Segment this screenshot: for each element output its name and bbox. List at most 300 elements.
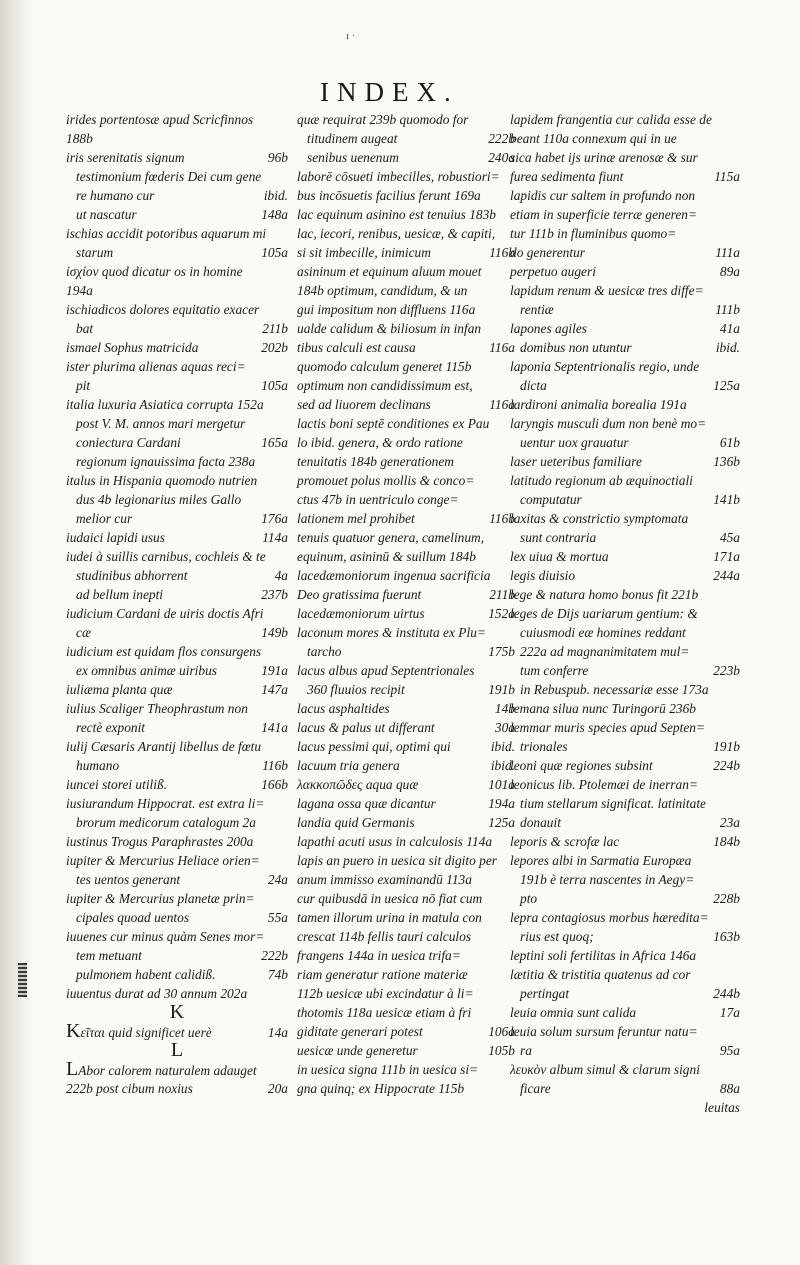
index-entry-line <box>66 129 288 148</box>
index-entry-line <box>510 870 740 889</box>
index-entry-line <box>510 243 740 262</box>
index-entry-line <box>66 110 288 129</box>
page-reference: 105a <box>261 378 288 393</box>
index-entry-line <box>510 452 740 471</box>
index-entry-line <box>297 167 515 186</box>
page-reference: 116a <box>489 397 515 412</box>
entry-text: ad bellum inepti <box>76 587 164 602</box>
entry-text: tur 111b in fluminibus quomo= <box>510 226 677 241</box>
page-reference: 222b <box>261 948 288 963</box>
page-reference: 111a <box>715 245 740 260</box>
index-entry-line <box>510 414 740 433</box>
entry-text: lemana silua nunc Turingorū 236b <box>510 701 696 716</box>
page-reference: 105a <box>261 245 288 260</box>
entry-text: equinum, asininū & suillum 184b <box>297 549 476 564</box>
entry-text: lac, iecori, renibus, uesicæ, & capiti, <box>297 226 496 241</box>
entry-text: beant 110a connexum qui in ue <box>510 131 677 146</box>
page-reference: 191b <box>713 739 740 754</box>
entry-text: pit <box>76 378 91 393</box>
index-entry-line <box>510 186 740 205</box>
entry-text: laxitas & constrictio symptomata <box>510 511 689 526</box>
entry-text: lapis an puero in uesica sit digito per <box>297 853 497 868</box>
index-entry-line <box>510 585 740 604</box>
index-entry-line <box>297 528 515 547</box>
index-entry-line <box>297 927 515 946</box>
entry-text: promouet polus mollis & conco= <box>297 473 475 488</box>
index-entry-line <box>66 395 288 414</box>
entry-text: giditate generari potest <box>297 1024 423 1039</box>
page-reference: 96b <box>267 150 288 165</box>
index-entry-line <box>297 984 515 1003</box>
entry-text: iuncei storei utiliß. <box>66 777 168 792</box>
entry-text: gui impositum non diffluens 116a <box>297 302 476 317</box>
entry-text: cur quibusdā in uesica nō fiat cum <box>297 891 483 906</box>
index-entry-line <box>510 1041 740 1060</box>
index-entry-line <box>297 148 515 167</box>
entry-text: rentiæ <box>520 302 554 317</box>
index-entry-line <box>66 851 288 870</box>
entry-text: uesicæ unde generetur <box>297 1043 418 1058</box>
entry-text: bus incōsuetis facilius ferunt 169a <box>297 188 481 203</box>
index-entry-line <box>510 908 740 927</box>
entry-text: furea sedimenta fiunt <box>510 169 624 184</box>
index-entry-line <box>510 357 740 376</box>
page-reference: 30a <box>494 720 515 735</box>
entry-text: iris serenitatis signum <box>66 150 185 165</box>
entry-text: leptini soli fertilitas in Africa 146a <box>510 948 697 963</box>
index-entry-line <box>510 167 740 186</box>
entry-text: anum immisso examinandū 113a <box>297 872 472 887</box>
entry-text: frangens 144a in uesica trifa= <box>297 948 461 963</box>
index-entry-line <box>297 186 515 205</box>
entry-text: irides portentosæ apud Scricfinnos <box>66 112 254 127</box>
entry-text: titudinem augeat <box>307 131 398 146</box>
page-reference: 125a <box>713 378 740 393</box>
entry-text: tenuitatis 184b generationem <box>297 454 454 469</box>
index-entry-line <box>510 110 740 129</box>
entry-text: lationem mel prohibet <box>297 511 415 526</box>
page-reference: 61b <box>719 435 740 450</box>
index-entry-line <box>66 319 288 338</box>
page-reference: 176a <box>261 511 288 526</box>
page-reference: 23a <box>719 815 740 830</box>
index-entry-line <box>297 1079 515 1098</box>
entry-text: Κεῖται quid significet uerè <box>66 1020 212 1042</box>
page-reference: 136b <box>713 454 740 469</box>
index-entry-line <box>297 585 515 604</box>
index-entry-line <box>66 585 288 604</box>
entry-text: lapidum renum & uesicæ tres diffe= <box>510 283 704 298</box>
index-entry-line <box>297 338 515 357</box>
index-entry-line <box>510 775 740 794</box>
entry-text: lapones agiles <box>510 321 587 336</box>
page-reference: 74b <box>267 967 288 982</box>
index-entry-line <box>297 129 515 148</box>
index-entry-line <box>510 433 740 452</box>
index-entry-line <box>510 946 740 965</box>
entry-text: λευκὸν album simul & clarum signi <box>510 1062 700 1077</box>
index-entry-line <box>66 604 288 623</box>
entry-text: in Rebuspub. necessariæ esse 173a <box>520 682 709 697</box>
entry-text: melior cur <box>76 511 133 526</box>
entry-text: asininum et equinum aluum mouet <box>297 264 482 279</box>
index-entry-line <box>66 1060 288 1079</box>
entry-text: leges de Dijs uariarum gentium: & <box>510 606 698 621</box>
index-entry-line <box>510 509 740 528</box>
index-entry-line <box>297 604 515 623</box>
index-entry-line <box>66 946 288 965</box>
page-reference: 166b <box>261 777 288 792</box>
page-reference: 45a <box>719 530 740 545</box>
index-entry-line <box>510 623 740 642</box>
page-reference: 163b <box>713 929 740 944</box>
entry-text: quomodo calculum generet 115b <box>297 359 472 374</box>
entry-text: lepra contagiosus morbus hæredita= <box>510 910 709 925</box>
entry-text: laser ueteribus familiare <box>510 454 642 469</box>
index-entry-line <box>297 1060 515 1079</box>
index-entry-line <box>510 376 740 395</box>
entry-text: LAbor calorem naturalem adauget <box>66 1058 257 1080</box>
index-entry-line <box>297 737 515 756</box>
index-entry-line <box>297 319 515 338</box>
page-reference: 111b <box>715 302 740 317</box>
index-entry-line <box>297 889 515 908</box>
index-entry-line <box>297 357 515 376</box>
entry-text: coniectura Cardani <box>76 435 181 450</box>
entry-text: crescat 114b fellis tauri calculos <box>297 929 472 944</box>
entry-text: sed ad liuorem declinans <box>297 397 431 412</box>
entry-text: tem metuant <box>76 948 142 963</box>
entry-text: riam generatur ratione materiæ <box>297 967 468 982</box>
index-entry-line <box>66 870 288 889</box>
index-entry-line <box>510 528 740 547</box>
page-reference: 202b <box>261 340 288 355</box>
entry-text: iupiter & Mercurius planetæ prin= <box>66 891 255 906</box>
page-reference: 105b <box>488 1043 515 1058</box>
index-entry-line <box>297 547 515 566</box>
entry-text: brorum medicorum catalogum 2a <box>76 815 256 830</box>
entry-text: lapidem frangentia cur calida esse de <box>510 112 712 127</box>
entry-text: L <box>170 1039 184 1061</box>
page-reference: 41a <box>719 321 740 336</box>
index-entry-line <box>66 205 288 224</box>
index-entry-line <box>66 224 288 243</box>
entry-text: leporis & scrofæ lac <box>510 834 620 849</box>
index-entry-line <box>510 338 740 357</box>
entry-text: cuiusmodi eæ homines reddant <box>520 625 686 640</box>
index-entry-line <box>510 148 740 167</box>
index-entry-line <box>297 471 515 490</box>
entry-text: testimonium fœderis Dei cum gene <box>76 169 262 184</box>
index-entry-line <box>510 680 740 699</box>
entry-text: iudaici lapidi usus <box>66 530 165 545</box>
entry-text: lacus albus apud Septentrionales <box>297 663 475 678</box>
entry-text: 184b optimum, candidum, & un <box>297 283 468 298</box>
entry-text: quæ requirat 239b quomodo for <box>297 112 469 127</box>
index-entry-line <box>297 224 515 243</box>
page-reference: 89a <box>719 264 740 279</box>
index-entry-line <box>66 376 288 395</box>
page-reference: 88a <box>719 1081 740 1096</box>
index-entry-line <box>510 756 740 775</box>
entry-text: uentur uox grauatur <box>520 435 629 450</box>
page-reference: 20a <box>267 1081 288 1096</box>
entry-text: pertingat <box>520 986 570 1001</box>
page-reference: 222b <box>488 131 515 146</box>
entry-text: tum conferre <box>520 663 589 678</box>
index-entry-line <box>297 490 515 509</box>
index-entry-line <box>297 832 515 851</box>
entry-text: lacuum tria genera <box>297 758 400 773</box>
entry-text: 360 fluuios recipit <box>307 682 405 697</box>
entry-text: si sit imbecille, inimicum <box>297 245 431 260</box>
index-entry-line <box>297 262 515 281</box>
index-entry-line <box>510 699 740 718</box>
index-entry-line <box>66 566 288 585</box>
page-reference: 95a <box>719 1043 740 1058</box>
index-entry-line <box>66 642 288 661</box>
entry-text: lapathi acuti usus in calculosis 114a <box>297 834 493 849</box>
index-entry-line <box>297 243 515 262</box>
index-entry-line <box>66 756 288 775</box>
entry-text: lætitia & tristitia quatenus ad cor <box>510 967 691 982</box>
entry-text: lac equinum asinino est tenuius 183b <box>297 207 496 222</box>
index-entry-line <box>297 965 515 984</box>
index-entry-line <box>510 205 740 224</box>
index-entry-line <box>297 414 515 433</box>
entry-text: 191b è terra nascentes in Aegy= <box>520 872 695 887</box>
entry-text: iuliæma planta quæ <box>66 682 173 697</box>
page-reference: 116b <box>262 758 288 773</box>
entry-text: iulij Cæsaris Arantij libellus de fœtu <box>66 739 262 754</box>
index-entry-line <box>297 1041 515 1060</box>
entry-text: ismael Sophus matricida <box>66 340 199 355</box>
page-reference: 101a <box>488 777 515 792</box>
entry-text: leoni quæ regiones subsint <box>510 758 653 773</box>
index-entry-line <box>66 623 288 642</box>
entry-text: post V. M. annos mari mergetur <box>76 416 246 431</box>
entry-text: legis diuisio <box>510 568 576 583</box>
index-entry-line <box>66 167 288 186</box>
index-entry-line <box>297 376 515 395</box>
entry-text: optimum non candidissimum est, <box>297 378 473 393</box>
entry-text: bat <box>76 321 94 336</box>
index-entry-line <box>297 680 515 699</box>
page-reference: 237b <box>261 587 288 602</box>
entry-text: 194a <box>66 283 93 298</box>
page-reference: 171a <box>713 549 740 564</box>
index-entry-line <box>510 642 740 661</box>
index-entry-line <box>66 262 288 281</box>
index-entry-line <box>66 832 288 851</box>
index-entry-line <box>297 794 515 813</box>
entry-text: ister plurima alienas aquas reci= <box>66 359 246 374</box>
index-entry-line <box>510 984 740 1003</box>
page-reference: 148a <box>261 207 288 222</box>
entry-text: iudicium est quidam flos consurgens <box>66 644 262 659</box>
index-entry-line <box>66 243 288 262</box>
entry-text: iuuentus durat ad 30 annum 202a <box>66 986 248 1001</box>
index-entry-line <box>66 452 288 471</box>
index-entry-line <box>510 1022 740 1041</box>
page-reference: 184b <box>713 834 740 849</box>
page-reference: 55a <box>267 910 288 925</box>
entry-text: starum <box>76 245 114 260</box>
index-entry-line <box>66 547 288 566</box>
index-entry-line <box>510 832 740 851</box>
page-reference: 244a <box>713 568 740 583</box>
entry-text: lacus asphaltides <box>297 701 390 716</box>
entry-text: regionum ignauissima facta 238a <box>76 454 256 469</box>
entry-text: leuia solum sursum feruntur natu= <box>510 1024 698 1039</box>
index-entry-line <box>297 566 515 585</box>
index-entry-line <box>297 205 515 224</box>
index-entry-line <box>297 395 515 414</box>
entry-text: ficare <box>520 1081 551 1096</box>
entry-text: perpetuo augeri <box>510 264 596 279</box>
entry-text: ischiadicos dolores equitatio exacer <box>66 302 260 317</box>
page-reference: 223b <box>713 663 740 678</box>
index-entry-line <box>66 1079 288 1098</box>
page-reference: 141a <box>261 720 288 735</box>
index-entry-line <box>66 718 288 737</box>
page-reference: 191b <box>488 682 515 697</box>
entry-text: lepores albi in Sarmatia Europæa <box>510 853 692 868</box>
entry-text: lagana ossa quæ dicantur <box>297 796 436 811</box>
entry-text: do generentur <box>510 245 585 260</box>
entry-text: iulius Scaliger Theophrastum non <box>66 701 248 716</box>
index-entry-line <box>297 870 515 889</box>
entry-text: cipales quoad uentos <box>76 910 190 925</box>
index-entry-line <box>510 490 740 509</box>
index-entry-line <box>510 737 740 756</box>
entry-text: domibus non utuntur <box>520 340 632 355</box>
entry-text: re humano cur <box>76 188 155 203</box>
index-entry-line <box>510 281 740 300</box>
page-reference: 116b <box>489 511 515 526</box>
index-entry-line <box>510 547 740 566</box>
page-reference: ibid. <box>490 758 515 773</box>
index-entry-line <box>297 300 515 319</box>
index-entry-line <box>510 395 740 414</box>
entry-text: iudicium Cardani de uiris doctis Afri <box>66 606 264 621</box>
index-entry-line <box>510 262 740 281</box>
page-reference: ibid. <box>490 739 515 754</box>
index-entry-line <box>510 129 740 148</box>
index-entry-line <box>510 851 740 870</box>
index-entry-line <box>66 281 288 300</box>
entry-text: studinibus abhorrent <box>76 568 188 583</box>
page-reference: 147a <box>261 682 288 697</box>
entry-text: K <box>169 1001 185 1023</box>
index-entry-line <box>510 1003 740 1022</box>
index-entry-line <box>297 908 515 927</box>
entry-text: leuia omnia sunt calida <box>510 1005 637 1020</box>
entry-text: tes uentos generant <box>76 872 181 887</box>
page-reference: ibid. <box>263 188 288 203</box>
entry-text: lemmar muris species apud Septen= <box>510 720 705 735</box>
entry-text: tium stellarum significat. latinitate <box>520 796 706 811</box>
index-entry-line <box>66 889 288 908</box>
index-entry-line <box>297 281 515 300</box>
page-reference: 240a <box>488 150 515 165</box>
index-entry-line <box>297 433 515 452</box>
entry-text: tenuis quatuor genera, camelinum, <box>297 530 485 545</box>
entry-text: 112b uesicæ ubi excindatur à li= <box>297 986 474 1001</box>
index-entry-line <box>510 300 740 319</box>
index-entry-line <box>510 471 740 490</box>
entry-text: donauit <box>520 815 561 830</box>
entry-text: dus 4b legionarius miles Gallo <box>76 492 242 507</box>
index-entry-line <box>66 509 288 528</box>
page-reference: 224b <box>713 758 740 773</box>
page-gutter-shadow <box>0 0 34 1265</box>
entry-text: Deo gratissima fuerunt <box>297 587 422 602</box>
index-entry-line <box>66 186 288 205</box>
index-entry-line <box>510 718 740 737</box>
entry-text: sica habet ijs urinæ arenosæ & sur <box>510 150 698 165</box>
entry-text: lactis boni septē conditiones ex Pau <box>297 416 490 431</box>
entry-text: in uesica signa 111b in uesica si= <box>297 1062 479 1077</box>
entry-text: lex uiua & mortua <box>510 549 609 564</box>
index-entry-line <box>66 775 288 794</box>
page-reference: 17a <box>719 1005 740 1020</box>
entry-text: laryngis musculi dum non benè mo= <box>510 416 707 431</box>
page-reference: 244b <box>713 986 740 1001</box>
section-letter <box>66 1041 288 1060</box>
index-entry-line <box>66 680 288 699</box>
entry-text: λακκοπῶδες aqua quæ <box>297 777 419 792</box>
entry-text: thotomis 118a uesicæ etiam à fri <box>297 1005 472 1020</box>
index-entry-line <box>66 699 288 718</box>
index-entry-line <box>66 794 288 813</box>
index-entry-line <box>510 661 740 680</box>
index-column-2 <box>297 110 515 1098</box>
catchword <box>510 1098 740 1117</box>
index-entry-line <box>297 452 515 471</box>
page-title: INDEX. <box>320 77 459 107</box>
section-letter <box>66 1003 288 1022</box>
page-reference: 116a <box>489 340 515 355</box>
entry-text: latitudo regionum ab æquinoctiali <box>510 473 693 488</box>
entry-text: lacus pessimi qui, optimi qui <box>297 739 451 754</box>
index-entry-line <box>66 528 288 547</box>
index-entry-line <box>66 490 288 509</box>
page-reference: 24a <box>267 872 288 887</box>
index-entry-line <box>297 813 515 832</box>
index-entry-line <box>66 357 288 376</box>
entry-text: etiam in superficie terræ generen= <box>510 207 698 222</box>
entry-text: trionales <box>520 739 568 754</box>
entry-text: ischias accidit potoribus aquarum mi <box>66 226 267 241</box>
margin-stain <box>18 963 27 997</box>
index-entry-line <box>510 927 740 946</box>
index-entry-line <box>66 927 288 946</box>
index-entry-line <box>297 509 515 528</box>
index-entry-line <box>66 300 288 319</box>
index-entry-line <box>510 965 740 984</box>
entry-text: lacedæmoniorum uirtus <box>297 606 425 621</box>
page-reference: 116b <box>489 245 515 260</box>
entry-text: laborē cōsueti imbecilles, robustiori= <box>297 169 500 184</box>
entry-text: ra <box>520 1043 532 1058</box>
index-entry-line <box>510 604 740 623</box>
page-reference: 125a <box>488 815 515 830</box>
entry-text: lacedæmoniorum ingenua sacrificia <box>297 568 491 583</box>
entry-text: 222a ad magnanimitatem mul= <box>520 644 690 659</box>
index-entry-line <box>297 1022 515 1041</box>
entry-text: tibus calculi est causa <box>297 340 416 355</box>
